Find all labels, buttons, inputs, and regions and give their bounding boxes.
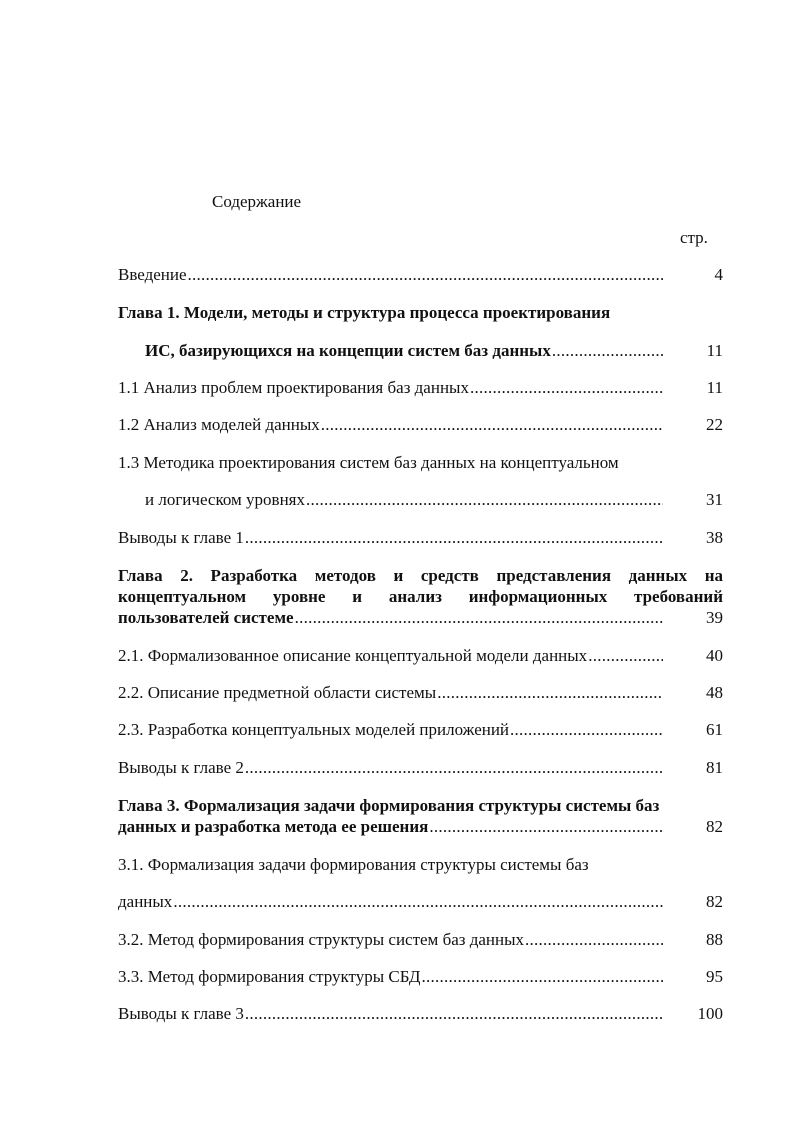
page-column-label: стр. <box>680 228 708 247</box>
toc-page-number: 4 <box>714 265 723 284</box>
toc-entry-3-3 <box>118 967 723 987</box>
toc-entry-1-2 <box>118 415 723 435</box>
toc-entry-intro <box>118 265 723 285</box>
toc-page-number: 88 <box>706 930 723 949</box>
toc-entry-conclusions-3 <box>118 1004 723 1024</box>
toc-entry-1-3 <box>118 490 723 510</box>
toc-entry-text: Выводы к главе 1 . . . <box>118 528 663 548</box>
toc-page-number: 22 <box>706 415 723 434</box>
toc-entry-text: Выводы к главе 3 . . . <box>118 1004 663 1024</box>
toc-entry-2-2 <box>118 683 723 703</box>
toc-entry-text: 2.1. Формализованное описание концептуальной модели данных . . . <box>118 646 663 666</box>
toc-entry-text: данных и разработка метода ее решения . . . <box>118 817 663 837</box>
toc-page-number: 95 <box>706 967 723 986</box>
toc-entry-text: данных . . . <box>118 892 663 912</box>
toc-page-number: 38 <box>706 528 723 547</box>
toc-page-number: 11 <box>706 378 723 397</box>
chapter-2-heading-line1: Глава 2. Разработка методов и средств представления данных на <box>118 566 723 585</box>
toc-entry-text: Введение . . . <box>118 265 663 285</box>
toc-entry-chapter-2 <box>118 608 723 628</box>
toc-page-number: 82 <box>706 892 723 911</box>
chapter-1-heading: Глава 1. Модели, методы и структура процесса проектирования <box>118 303 611 322</box>
toc-page-number: 11 <box>706 341 723 360</box>
toc-entry-conclusions-2 <box>118 758 723 778</box>
toc-entry-text: 2.3. Разработка концептуальных моделей приложений . . . <box>118 720 663 740</box>
toc-entry-text: 3.2. Метод формирования структуры систем баз данных . . . <box>118 930 663 950</box>
toc-entry-text: 3.3. Метод формирования структуры СБД . . . <box>118 967 663 987</box>
toc-page-number: 31 <box>706 490 723 509</box>
toc-entry-text: Выводы к главе 2 . . . <box>118 758 663 778</box>
toc-page-number: 39 <box>706 608 723 627</box>
toc-entry-text: 1.2 Анализ моделей данных . . . <box>118 415 663 435</box>
toc-entry-1-1 <box>118 378 723 398</box>
toc-entry-conclusions-1 <box>118 528 723 548</box>
toc-entry-2-1 <box>118 646 723 666</box>
toc-page-number: 100 <box>697 1004 723 1023</box>
toc-entry-3-1 <box>118 892 723 912</box>
toc-entry-1-3-line1: 1.3 Методика проектирования систем баз данных на концептуальном <box>118 453 619 472</box>
toc-page-number: 61 <box>706 720 723 739</box>
toc-entry-text: пользователей системе . . . <box>118 608 663 628</box>
chapter-2-heading-line2: концептуальном уровне и анализ информационных требований <box>118 587 723 606</box>
toc-entry-3-2 <box>118 930 723 950</box>
toc-page-number: 82 <box>706 817 723 836</box>
toc-entry-chapter-1 <box>118 341 723 361</box>
toc-entry-text: 2.2. Описание предметной области системы . . . <box>118 683 663 703</box>
toc-page-number: 81 <box>706 758 723 777</box>
toc-entry-3-1-line1: 3.1. Формализация задачи формирования структуры системы баз <box>118 855 589 874</box>
chapter-3-heading: Глава 3. Формализация задачи формирования структуры системы баз <box>118 796 660 815</box>
page-title: Содержание <box>212 192 302 211</box>
toc-entry-text: и логическом уровнях . . . <box>145 490 663 510</box>
toc-page-number: 48 <box>706 683 723 702</box>
toc-entry-2-3 <box>118 720 723 740</box>
toc-entry-text: ИС, базирующихся на концепции систем баз данных . . . <box>145 341 663 361</box>
toc-page-number: 40 <box>706 646 723 665</box>
toc-entry-chapter-3 <box>118 817 723 837</box>
toc-entry-text: 1.1 Анализ проблем проектирования баз данных . . . <box>118 378 663 398</box>
